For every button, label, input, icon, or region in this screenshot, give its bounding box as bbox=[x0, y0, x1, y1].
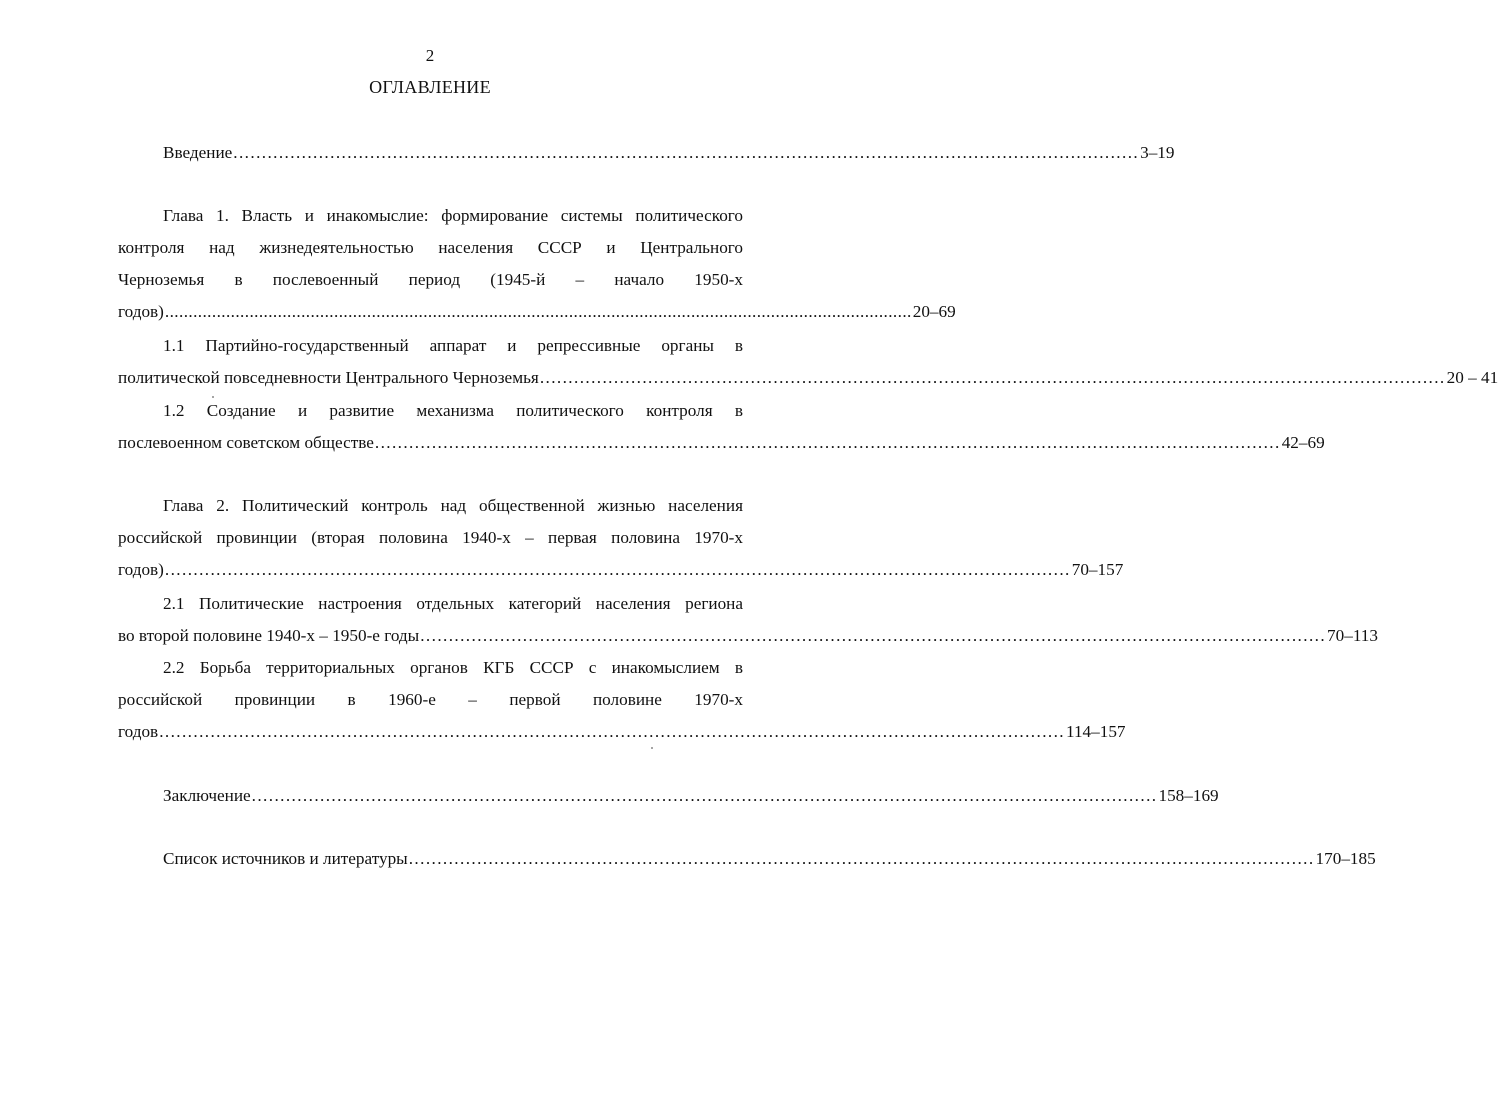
toc-entry-label: политической повседневности Центрального Черноземья bbox=[118, 368, 539, 387]
toc-entry-intro[interactable] bbox=[163, 142, 1175, 164]
dot-leader: ............................................................................................................................................................... bbox=[539, 368, 1446, 387]
toc-entry-conclusion[interactable] bbox=[163, 785, 1219, 807]
toc-page-range: 20–69 bbox=[912, 302, 956, 321]
toc-section-1-1-line-1[interactable]: 1.1 Партийно-государственный аппарат и репрессивные органы в bbox=[163, 336, 743, 355]
toc-entry-label: послевоенном советском обществе bbox=[118, 433, 374, 452]
page-number: 2 bbox=[425, 46, 435, 65]
toc-entry-label: во второй половине 1940-х – 1950-е годы bbox=[118, 626, 420, 645]
toc-entry-label: Заключение bbox=[163, 786, 251, 805]
toc-section-2-2-line-3[interactable] bbox=[118, 721, 1126, 743]
toc-chapter-2-line-2[interactable]: российской провинции (вторая половина 1940-х – первая половина 1970-х bbox=[118, 528, 743, 547]
dot-leader: ............................................................................................................................................................... bbox=[233, 143, 1140, 162]
toc-page-range: 158–169 bbox=[1158, 786, 1219, 805]
dot-leader: ............................................................................................................................................................... bbox=[159, 722, 1065, 741]
toc-title: ОГЛАВЛЕНИЕ bbox=[369, 77, 491, 97]
toc-entry-label: годов bbox=[118, 722, 159, 741]
toc-entry-references[interactable] bbox=[163, 848, 1376, 870]
dot-leader: ............................................................................................................................................................... bbox=[251, 786, 1158, 805]
dot-leader: ............................................................................................................................................................... bbox=[420, 626, 1327, 645]
toc-chapter-2-line-3[interactable] bbox=[118, 559, 1124, 581]
toc-section-2-2-line-2[interactable]: российской провинции в 1960-е – первой половине 1970-х bbox=[118, 690, 743, 709]
toc-entry-label: годов) bbox=[118, 560, 164, 579]
toc-page-range: 3–19 bbox=[1140, 143, 1175, 162]
toc-section-2-1-line-2[interactable] bbox=[118, 625, 1378, 647]
dot-leader: ............................................................................................................................................................... bbox=[164, 560, 1071, 579]
toc-page-range: 42–69 bbox=[1281, 433, 1325, 452]
toc-page-range: 70–157 bbox=[1071, 560, 1124, 579]
toc-chapter-2-line-1[interactable]: Глава 2. Политический контроль над общественной жизнью населения bbox=[163, 496, 743, 515]
toc-entry-label: Введение bbox=[163, 143, 233, 162]
toc-chapter-1-line-2[interactable]: контроля над жизнедеятельностью населения СССР и Центрального bbox=[118, 238, 743, 257]
dot-leader: ............................................................................................................................................................... bbox=[164, 302, 912, 321]
scan-speck bbox=[212, 396, 214, 398]
toc-section-1-2-line-2[interactable] bbox=[118, 432, 1325, 454]
toc-chapter-1-line-4[interactable] bbox=[118, 301, 956, 323]
toc-page-range: 70–113 bbox=[1327, 626, 1378, 645]
toc-section-1-2-line-1[interactable]: 1.2 Создание и развитие механизма политического контроля в bbox=[163, 401, 743, 420]
toc-page-range: 114–157 bbox=[1066, 722, 1126, 741]
toc-chapter-1-line-1[interactable]: Глава 1. Власть и инакомыслие: формирование системы политического bbox=[163, 206, 743, 225]
scan-speck bbox=[651, 747, 653, 749]
toc-section-2-2-line-1[interactable]: 2.2 Борьба территориальных органов КГБ СССР с инакомыслием в bbox=[163, 658, 743, 677]
dot-leader: ............................................................................................................................................................... bbox=[408, 849, 1315, 868]
toc-entry-label: годов) bbox=[118, 302, 164, 321]
toc-section-2-1-line-1[interactable]: 2.1 Политические настроения отдельных категорий населения региона bbox=[163, 594, 743, 613]
toc-chapter-1-line-3[interactable]: Черноземья в послевоенный период (1945-й – начало 1950-х bbox=[118, 270, 743, 289]
toc-page-range: 170–185 bbox=[1315, 849, 1376, 868]
dot-leader: ............................................................................................................................................................... bbox=[374, 433, 1281, 452]
toc-section-1-1-line-2[interactable] bbox=[118, 367, 1498, 389]
toc-entry-label: Список источников и литературы bbox=[163, 849, 408, 868]
toc-page-range: 20 – 41 bbox=[1446, 368, 1498, 387]
